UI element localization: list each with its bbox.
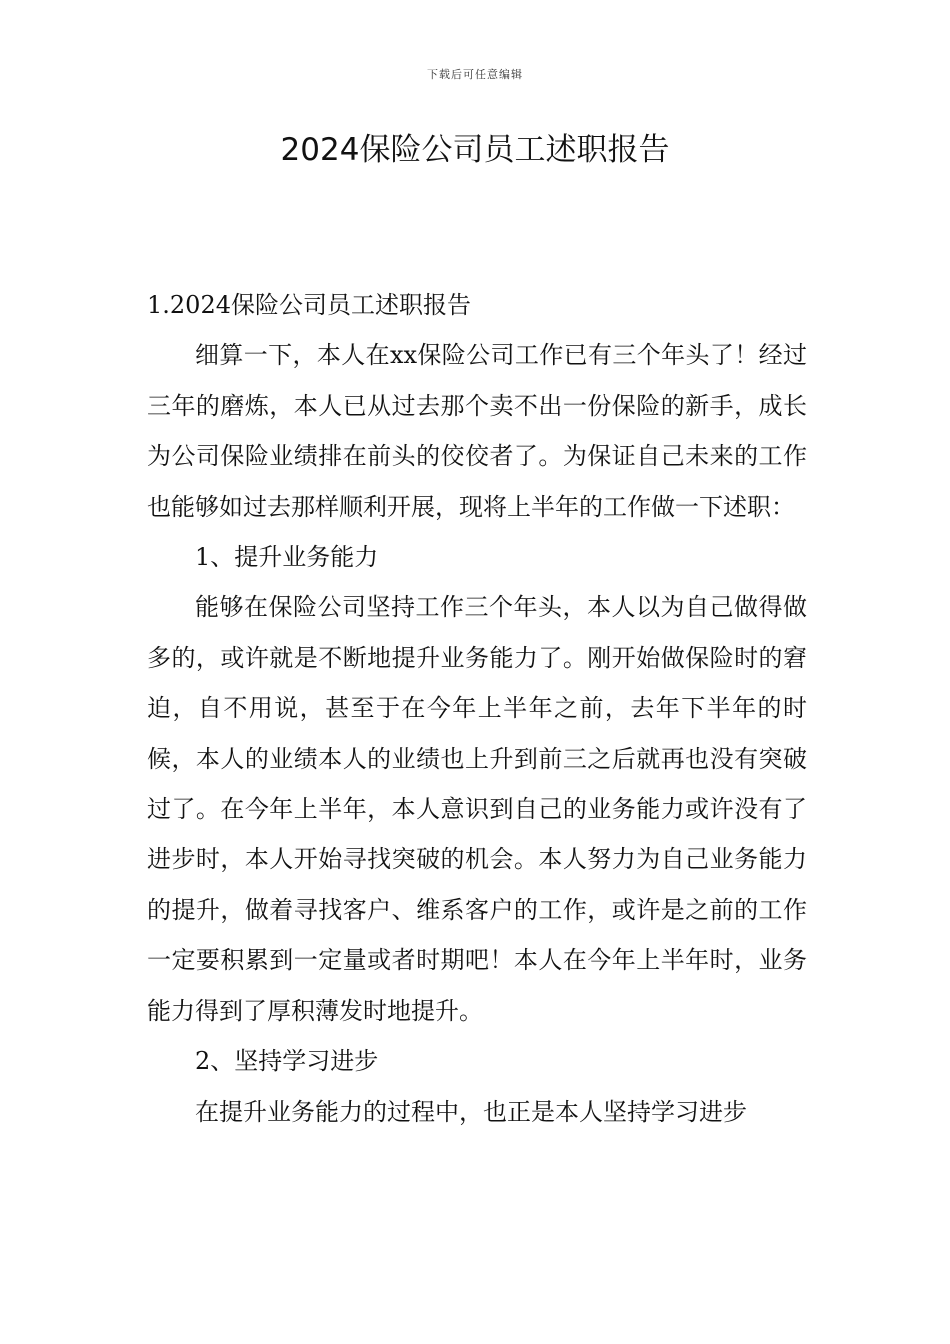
header-note: 下载后可任意编辑 xyxy=(427,68,523,81)
subheading-1: 1、提升业务能力 xyxy=(195,543,379,572)
paragraph-learning: 在提升业务能力的过程中，也正是本人坚持学习进步 xyxy=(195,1097,747,1126)
document-title: 2024保险公司员工述职报告 xyxy=(280,132,670,168)
paragraph-business-ability: 能够在保险公司坚持工作三个年头，本人以为自己做得做多的，或许就是不断地提升业务能力了。刚开始做保险时的窘迫，自不用说，甚至于在今年上半年之前，去年下半年的时候，本人的业绩本人的业绩也上升到前三之后就再也没有突破过了。在今年上半年，本人意识到自己的业务能力或许没有了进步时，本人开始寻找突破的机会。本人努力为自己业务能力的提升，做着寻找客户、维系客户的工作，或许是之前的工作一定要积累到一定量或者时期吧！本人在今年上半年时，业务能力得到了厚积薄发时地提升。 xyxy=(147,593,807,1025)
section-heading: 1.2024保险公司员工述职报告 xyxy=(147,291,471,319)
document-body xyxy=(147,280,807,1137)
subheading-2: 2、坚持学习进步 xyxy=(195,1047,379,1076)
paragraph-intro: 细算一下，本人在xx保险公司工作已有三个年头了！经过三年的磨炼，本人已从过去那个卖不出一份保险的新手，成长为公司保险业绩排在前头的佼佼者了。为保证自己未来的工作也能够如过去那样顺利开展，现将上半年的工作做一下述职： xyxy=(147,341,807,521)
